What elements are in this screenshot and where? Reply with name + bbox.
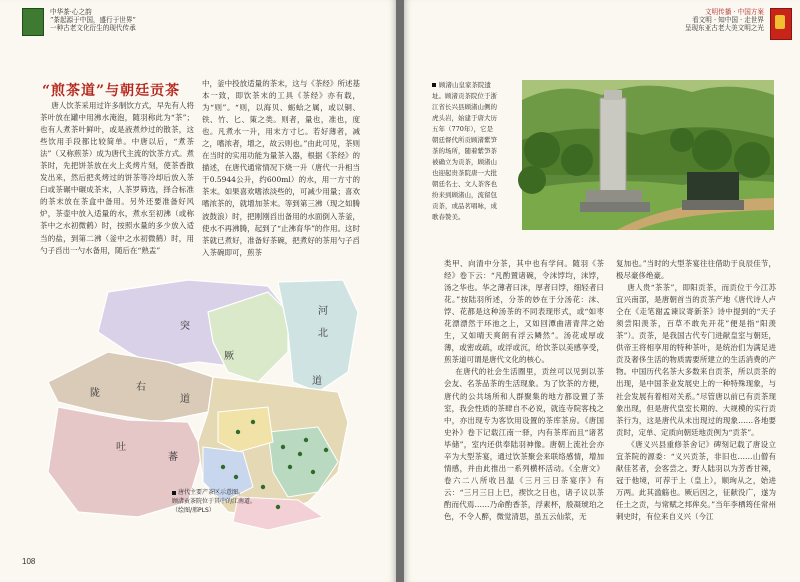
paragraph: 在唐代的社会生活圈里，贡丝可以见到以茶会友、名茶品茶的生活现象。为了饮茶的方便，唐代的公共场所和人群聚集的地方都设置了茶室，我会性质的茶肆自不必说，就连寺院客栈之中，亦出现专为客饮用设置的茶库茶房。《唐国史补》卷下记载江南一驿，内有茶库而且“诸茗毕储”，室内还供奉陆羽神像。唐朝上流社会亦辛为大型茶宴，通过饮茶聚会来联络感情，增加情感，并由此推出一系列横杯活动。《全唐文》卷六二八所收吕温《三月三日茶宴序》有云：“三月三日上巳，禊饮之日也，诸子议以茶酌而代焉……乃命酌香茶，浮素杯，殷凝琥珀之色，不令人醉，微觉清思，虽五云仙浆，无 (444, 367, 604, 521)
paragraph: 类甲、向清中分茶，其中也有学问。随羽《茶经》卷下云：“凡酌置诸碗，令沫饽均，沫饽，汤之华也。华之薄者曰沫，厚者曰饽，细轻者曰花。”按陆羽所述，分茶的妙在于分汤花：沫、饽、花都是这种汤茶的不同表现形式，或“如枣花漂漂然于环池之上，又如回潭曲渚青萍之始生，又如晴天爽朗有浮云鳞然”。汤花或厚或薄，或密或疏，或浮或沉，给饮茶以美感享受，煎茶道可谓是唐代文化的核心。 (444, 259, 604, 365)
map-label-tu-bo: 吐 (116, 442, 126, 453)
header-left (22, 8, 136, 38)
series-logo-icon (770, 8, 792, 40)
header-right (685, 8, 792, 40)
left-column-2 (202, 78, 360, 270)
map-caption (172, 488, 282, 515)
caption-line2: 顾渚贡茶院位于其中的江南道。 (172, 498, 257, 505)
paragraph: 唐人贵“茶茶”，即阳贡茶，而贡位于今江苏宜兴南部，是唐朝首当的贡茶产地《唐代诗人卢仝在《走笔谢孟谏议寄新茶》诗中提到的“天子须尝阳羡茶，百草不敢先开花”便是指“阳羡茶”）。贡茶，是我国古代专门进献皇室与朝廷，供帝王将相享用的特种茶叶，是统治们为满足进贡及奢侈生活的物质需要所建立的生活消费的产物。中国历代名茶大多数来自贡茶，所以贡茶的出现，是中国茶业发展史上的一种特殊现象，与社会发展有着相对关系。”尽管唐以前已有贡茶现象出现，但是唐代皇室长期的、大规模的实行贡茶行为，这是唐代从未出现过的现象……各地要贡时，定单、定质向朝廷地贡例为“贡茶”。 (616, 283, 776, 437)
header-left-line1: 中华茶·心之韵 (50, 8, 92, 16)
map-label-you: 右 (136, 382, 146, 393)
map-label-long: 陇 (90, 388, 100, 399)
map-label-dao-2: 道 (180, 394, 190, 405)
paragraph: 复加也。”当时的大型茶宴往往借助于良辰佳节，极尽豪侈绝豪。 (616, 259, 776, 281)
map-label-tu: 突 (180, 321, 190, 332)
magazine-logo-icon (22, 8, 44, 36)
header-right-line1: 文明传播 · 中国方案 (704, 8, 764, 16)
page-number: 108 (22, 557, 36, 566)
photo-caption-text: 顾渚山皇家茶院遗址。顾渚贡茶院位于浙江省长兴县顾渚山侧的虎头岩，始建于唐大历五年（770年），它是朝廷督代所贡顾渚紫笋茶的场所，随着紫笋茶被确立为贡茶，顾渚山也迎起贵茶院唐一大批朝廷名士、文人茶客也纷来到顾渚山，流留包贡茶，或品茗唱咏，成歌春赞美。 (432, 81, 497, 221)
map-label-bo: 蕃 (168, 452, 178, 463)
caption-bullet-icon (432, 83, 436, 87)
map-label-bei: 北 (318, 328, 328, 339)
caption-bullet-icon (172, 491, 176, 495)
paragraph: 《唐义兴县重修茶舍记》碑刻记载了唐设立宜茶院的源委：“义兴贡茶，非旧也……山僧有献佳茗者，会客尝之。野人陆羽以为芳香甘辣，冠于他境，可荐于上（皇上），顺珣从之，始进万两。此其滥觞也。厥后因之，征献没广，遂为任土之贡，与常赋之邦侔矣。”当年李栖筠任常州刺史时，有位来自义兴（今江 (616, 439, 776, 521)
gucha-tea-institute-photo (522, 80, 774, 230)
paragraph: 唐人饮茶采用过许多制饮方式，早先有人将茶叶放在罐中用沸水淹泡，随羽称此为“茶”；也有人煮茶叶鲜叶，或是液煮炒过的散茶，这些饮用手段都比较简单。中唐以后，“煮茶法”（又称煎茶）成为唐代主流的饮茶方式。煮茶时，先把饼茶放在火上炙烤片刻，使茶香散发出来，然后把炙烤过的饼茶等冷却后放入茶臼或茶碾中碾成茶末，人茶罗筛选，择合标准的茶末放在茶盒中备用。另外还要准备好风炉，茶壶中放入适量的水，煮水至初沸（或称茶中之水初微鹤）时，按照水量的多少放入适当的盐，到第二沸（釜中之水初微鹤）时，用勺子舀出一勺水备用，随后在“熟盂” (40, 101, 194, 255)
photo-svg (522, 80, 774, 230)
map-label-he: 河 (318, 306, 328, 317)
header-right-line2: 看文明 · 知中国 · 走世界 (692, 16, 764, 25)
map-label-dao-1: 道 (312, 376, 322, 387)
article-title: “煎茶道”与朝廷贡茶 (42, 83, 181, 99)
header-right-line3: 呈现东亚古老大美文明之光 (684, 24, 764, 33)
caption-line3: （绘图/邢PLS） (172, 507, 215, 514)
header-left-line2: “茶起源于中国，盛行于世界” (50, 16, 136, 25)
left-page (0, 0, 396, 582)
right-page (404, 0, 800, 582)
left-column-1 (40, 100, 194, 255)
header-left-line3: 一种古老文化衍生的现代传承 (50, 24, 136, 33)
map-label-jue: 厥 (224, 351, 234, 362)
right-column-2 (616, 258, 776, 548)
photo-caption (432, 80, 498, 223)
paragraph: 中，釜中投放适量的茶末，这与《茶经》所述基本一致，即饮茶末的工具《茶经》亦有载，为“则”。“则，以海贝、蛎蛤之属，或以铜、铁、竹、匕、策之类。则者，量也，准也，度也。凡煮水一升，用末方寸匕。若好薄者，减之，嗜浓者，增之，故云则也。”由此可见，茶则在当时的实用功能为量茶入器，根据《茶经》的描述，在唐代通常情况下烧一升（唐代一升相当于0.5944公升，约600ml）的水，用一方寸的茶末。如果喜欢嗜浓淡些的，可减少用量；喜欢嗜浓茶的，就增加茶末。等到第三沸（现之如腾波鼓浪）时，把刚刚舀出备用的水面倒入茶釜，使水不再沸腾，起到了“止沸育华”的作用。这时茶就已煮好，准备好茶碗，把煮好的茶用勺子舀入茶碗即可，煎茶 (202, 79, 360, 257)
caption-line1: 唐代主要产茶区示意图。 (178, 489, 245, 496)
right-column-1 (444, 258, 604, 548)
